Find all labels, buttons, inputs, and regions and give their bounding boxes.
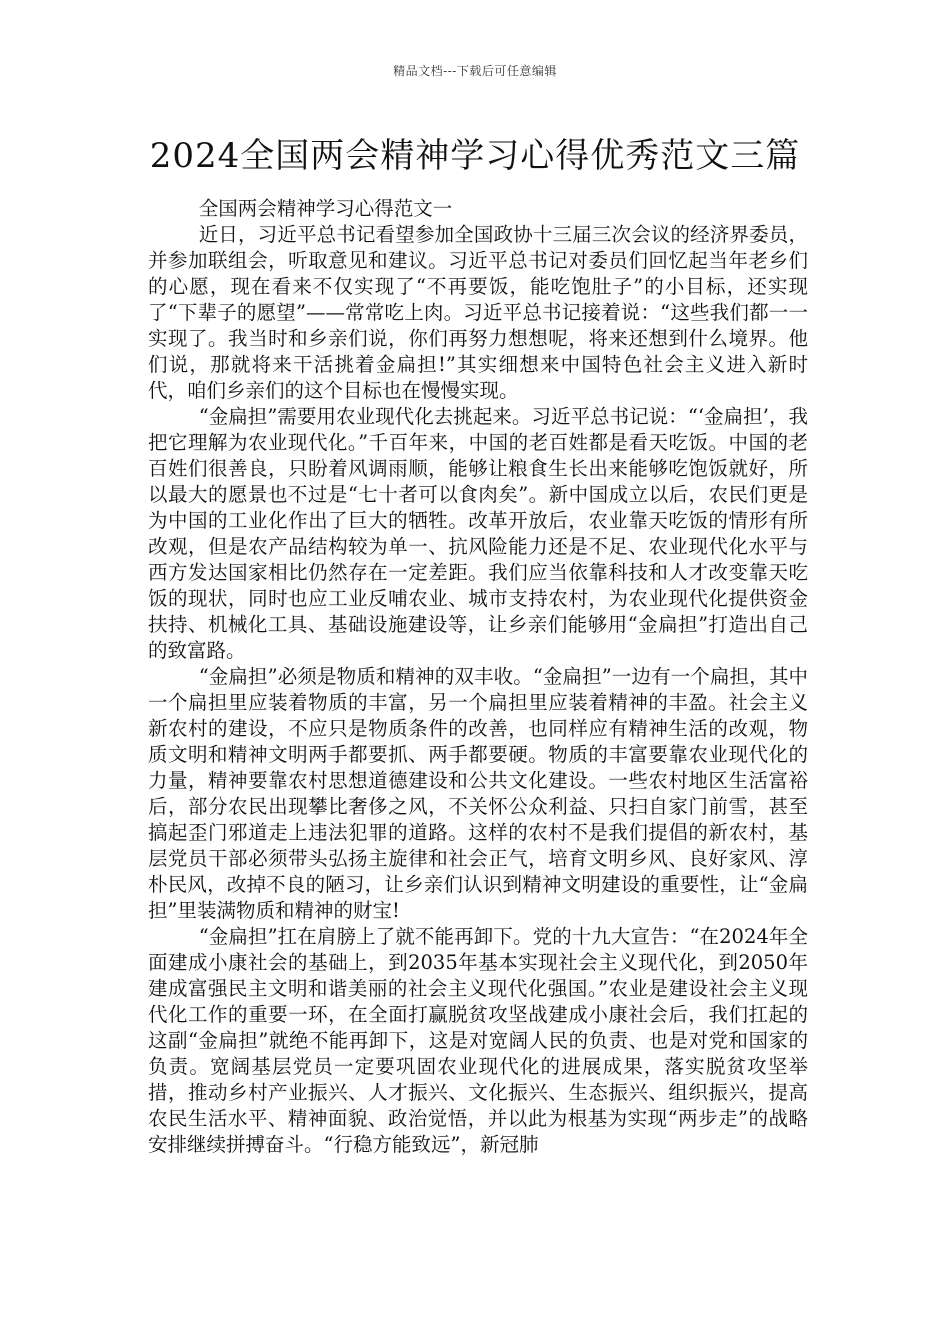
paragraph: “金扁担”必须是物质和精神的双丰收。“金扁担”一边有一个扁担，其中一个扁担里应装着物质的丰富，另一个扁担里应装着精神的丰盈。社会主义新农村的建设，不应只是物质条件的改善，也同样应有精神生活的改观，物质文明和精神文明两手都要抓、两手都要硬。物质的丰富要靠农业现代化的力量，精神要靠农村思想道德建设和公共文化建设。一些农村地区生活富裕后，部分农民出现攀比奢侈之风，不关怀公众利益、只扫自家门前雪，甚至搞起歪门邪道走上违法犯罪的道路。这样的农村不是我们提倡的新农村，基层党员干部必须带头弘扬主旋律和社会正气，培育文明乡风、良好家风、淳朴民风，改掉不良的陋习，让乡亲们认识到精神文明建设的重要性，让“金扁担”里装满物质和精神的财宝! [148,665,808,922]
section-subheading: 全国两会精神学习心得范文一 [198,197,453,220]
paragraph: “金扁担”需要用农业现代化去挑起来。习近平总书记说：“‘金扁担’，我把它理解为农业现代化。”千百年来，中国的老百姓都是看天吃饭。中国的老百姓们很善良，只盼着风调雨顺，能够让粮食生长出来能够吃饱饭就好，所以最大的愿景也不过是“七十者可以食肉矣”。新中国成立以后，农民们更是为中国的工业化作出了巨大的牺牲。改革开放后，农业靠天吃饭的情形有所改观，但是农产品结构较为单一、抗风险能力还是不足、农业现代化水平与西方发达国家相比仍然存在一定差距。我们应当依靠科技和人才改变靠天吃饭的现状，同时也应工业反哺农业、城市支持农村，为农业现代化提供资金扶持、机械化工具、基础设施建设等，让乡亲们能够用“金扁担”打造出自己的致富路。 [148,405,808,662]
header-note: 精品文档---下载后可任意编辑 [393,64,557,78]
document-title: 2024全国两会精神学习心得优秀范文三篇 [149,136,801,176]
paragraph: 近日，习近平总书记看望参加全国政协十三届三次会议的经济界委员，并参加联组会，听取意见和建议。习近平总书记对委员们回忆起当年老乡们的心愿，现在看来不仅实现了“不再要饭，能吃饱肚子”的小目标，还实现了“下辈子的愿望”——常常吃上肉。习近平总书记接着说：“这些我们都一一实现了。我当时和乡亲们说，你们再努力想想呢，将来还想到什么境界。他们说，那就将来干活挑着金扁担!”其实细想来中国特色社会主义进入新时代，咱们乡亲们的这个目标也在慢慢实现。 [148,223,808,402]
document-body [148,196,808,1158]
paragraph: “金扁担”扛在肩膀上了就不能再卸下。党的十九大宣告：“在2024年全面建成小康社会的基础上，到2035年基本实现社会主义现代化，到2050年建成富强民主文明和谐美丽的社会主义现代化强国。”农业是建设社会主义现代化工作的重要一环，在全面打赢脱贫攻坚战建成小康社会后，我们扛起的这副“金扁担”就绝不能再卸下，这是对宽阔人民的负责、也是对党和国家的负责。宽阔基层党员一定要巩固农业现代化的进展成果，落实脱贫攻坚举措，推动乡村产业振兴、人才振兴、文化振兴、生态振兴、组织振兴，提高农民生活水平、精神面貌、政治觉悟，并以此为根基为实现“两步走”的战略安排继续拼搏奋斗。“行稳方能致远”，新冠肺 [148,925,808,1156]
